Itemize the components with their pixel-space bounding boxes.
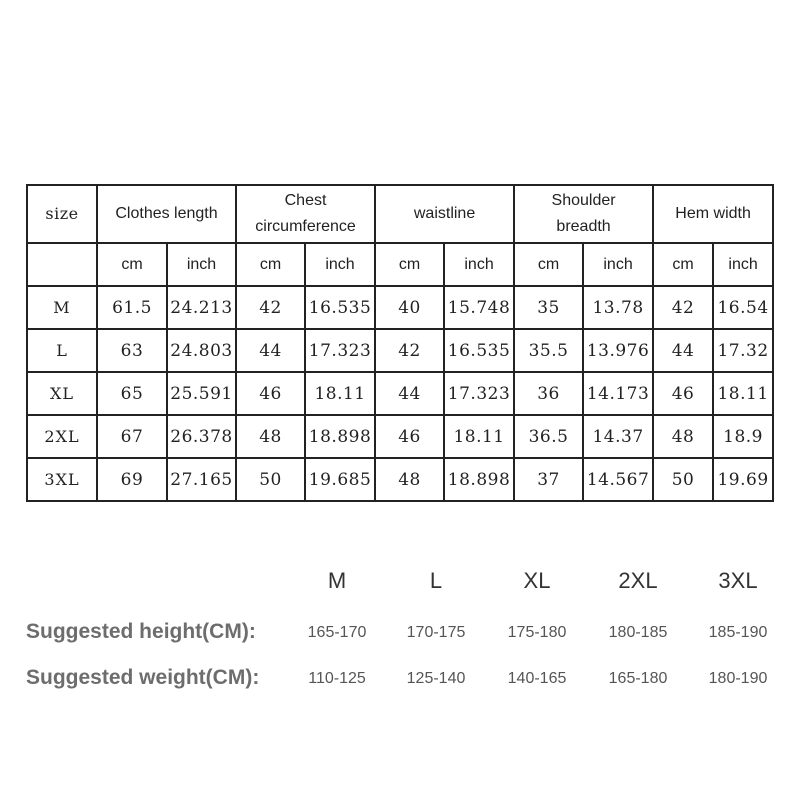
unit-cell: inch — [444, 243, 514, 286]
table-cell: 18.11 — [305, 372, 375, 415]
table-cell: 16.535 — [444, 329, 514, 372]
size-label: XL — [27, 372, 97, 415]
table-cell: 35 — [514, 286, 583, 329]
table-cell: 36 — [514, 372, 583, 415]
table-cell: 46 — [375, 415, 444, 458]
suggestion-size-heading: 2XL — [618, 568, 658, 593]
clothes-length-header: Clothes length — [97, 185, 236, 243]
size-header: size — [27, 185, 97, 243]
suggested-height-value: 180-185 — [608, 624, 668, 641]
suggested-weight-label: Suggested weight(CM): — [26, 666, 260, 689]
table-cell: 44 — [653, 329, 713, 372]
table-row — [27, 458, 773, 501]
table-cell: 13.78 — [583, 286, 653, 329]
shoulder-header: Shoulder breadth — [514, 185, 653, 243]
table-cell: 17.32 — [713, 329, 773, 372]
suggested-height-value: 170-175 — [406, 624, 466, 641]
table-cell: 14.567 — [583, 458, 653, 501]
table-cell: 27.165 — [167, 458, 236, 501]
table-cell: 18.898 — [305, 415, 375, 458]
unit-cell: cm — [375, 243, 444, 286]
table-cell: 48 — [653, 415, 713, 458]
unit-cell: inch — [305, 243, 375, 286]
suggested-weight-value: 125-140 — [406, 670, 466, 687]
unit-cell: inch — [583, 243, 653, 286]
suggested-weight-value: 165-180 — [608, 670, 668, 687]
table-cell: 67 — [97, 415, 167, 458]
suggestion-size-heading: M — [327, 568, 347, 593]
table-cell: 69 — [97, 458, 167, 501]
table-cell: 46 — [236, 372, 305, 415]
table-cell: 18.11 — [444, 415, 514, 458]
table-cell: 24.803 — [167, 329, 236, 372]
table-cell: 16.535 — [305, 286, 375, 329]
table-row — [27, 415, 773, 458]
size-label: 2XL — [27, 415, 97, 458]
table-cell: 42 — [375, 329, 444, 372]
size-label: M — [27, 286, 97, 329]
table-cell: 40 — [375, 286, 444, 329]
suggestion-size-heading: 3XL — [718, 568, 758, 593]
table-cell: 18.9 — [713, 415, 773, 458]
waistline-header: waistline — [375, 185, 514, 243]
empty-unit-cell — [27, 243, 97, 286]
unit-cell: inch — [167, 243, 236, 286]
table-cell: 37 — [514, 458, 583, 501]
table-cell: 19.69 — [713, 458, 773, 501]
table-row — [27, 372, 773, 415]
table-cell: 63 — [97, 329, 167, 372]
table-cell: 65 — [97, 372, 167, 415]
unit-cell: cm — [97, 243, 167, 286]
table-cell: 50 — [236, 458, 305, 501]
table-cell: 17.323 — [305, 329, 375, 372]
table-cell: 15.748 — [444, 286, 514, 329]
suggested-weight-value: 140-165 — [507, 670, 567, 687]
table-cell: 44 — [375, 372, 444, 415]
table-cell: 19.685 — [305, 458, 375, 501]
table-cell: 14.37 — [583, 415, 653, 458]
table-cell: 46 — [653, 372, 713, 415]
suggested-height-value: 175-180 — [507, 624, 567, 641]
suggested-weight-value: 110-125 — [308, 670, 366, 687]
table-cell: 36.5 — [514, 415, 583, 458]
suggested-height-value: 185-190 — [708, 624, 768, 641]
table-cell: 50 — [653, 458, 713, 501]
table-cell: 26.378 — [167, 415, 236, 458]
table-cell: 14.173 — [583, 372, 653, 415]
table-cell: 42 — [236, 286, 305, 329]
header-row-units — [27, 243, 773, 286]
unit-cell: cm — [653, 243, 713, 286]
table-cell: 24.213 — [167, 286, 236, 329]
suggested-height-value: 165-170 — [307, 624, 367, 641]
table-cell: 42 — [653, 286, 713, 329]
size-chart-table — [26, 184, 774, 502]
table-cell: 18.11 — [713, 372, 773, 415]
table-row — [27, 329, 773, 372]
size-label: L — [27, 329, 97, 372]
table-cell: 48 — [236, 415, 305, 458]
table-cell: 61.5 — [97, 286, 167, 329]
hem-width-header: Hem width — [653, 185, 773, 243]
suggested-weight-value: 180-190 — [708, 670, 768, 687]
suggestion-size-heading: L — [429, 568, 443, 593]
unit-cell: cm — [514, 243, 583, 286]
table-cell: 44 — [236, 329, 305, 372]
suggested-height-label: Suggested height(CM): — [26, 620, 256, 643]
table-cell: 48 — [375, 458, 444, 501]
table-cell: 17.323 — [444, 372, 514, 415]
table-cell: 25.591 — [167, 372, 236, 415]
table-cell: 16.54 — [713, 286, 773, 329]
suggestion-size-heading: XL — [523, 568, 551, 593]
size-label: 3XL — [27, 458, 97, 501]
header-row-measurements — [27, 185, 773, 243]
table-cell: 18.898 — [444, 458, 514, 501]
unit-cell: cm — [236, 243, 305, 286]
chest-header: Chest circumference — [236, 185, 375, 243]
table-cell: 13.976 — [583, 329, 653, 372]
table-cell: 35.5 — [514, 329, 583, 372]
unit-cell: inch — [713, 243, 773, 286]
table-row — [27, 286, 773, 329]
